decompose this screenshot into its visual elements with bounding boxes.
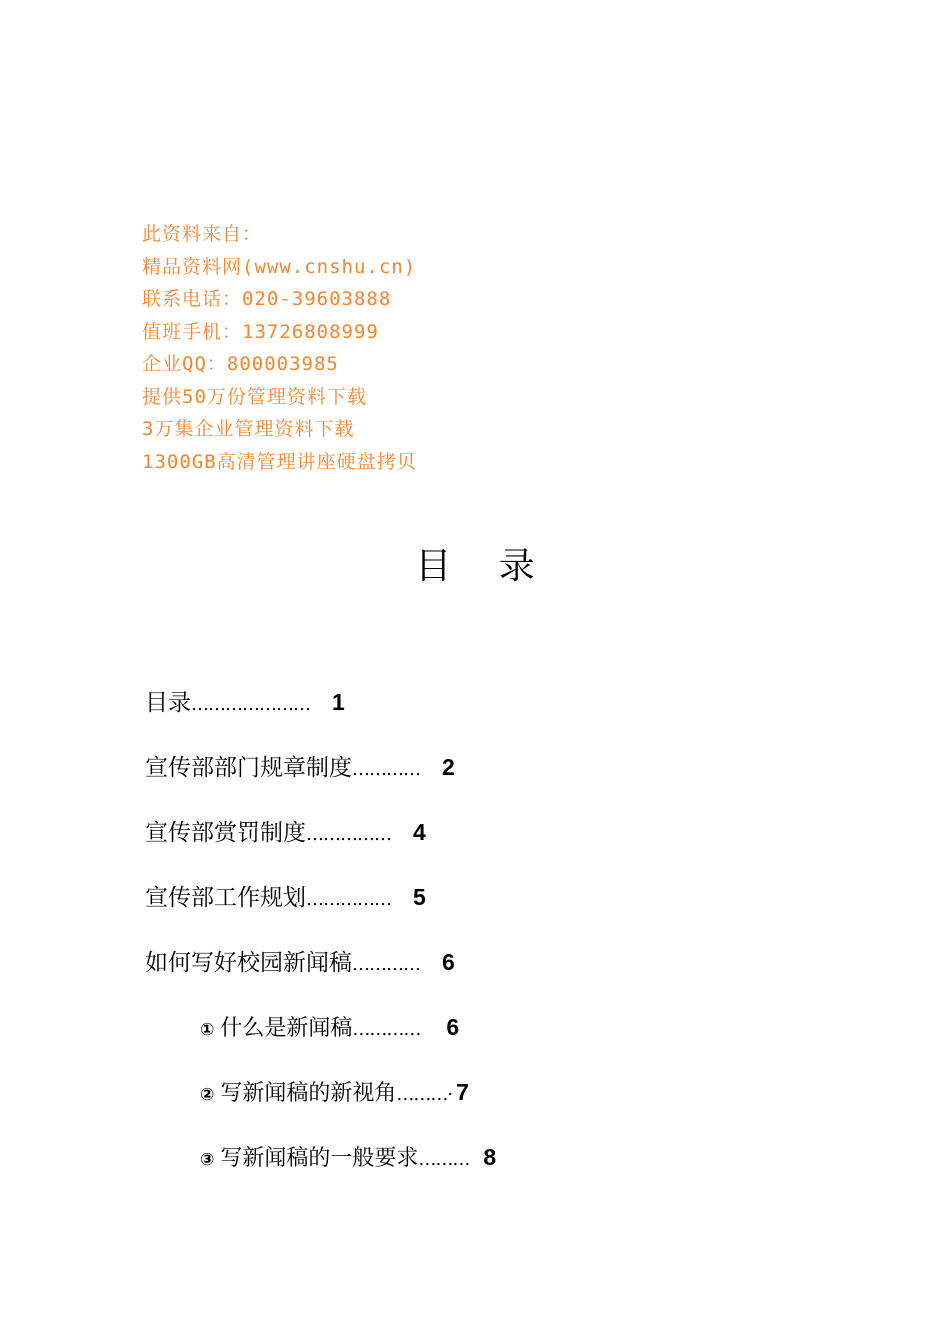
toc-entry-page: 6 <box>442 949 455 975</box>
toc-entry-page: 2 <box>442 754 455 780</box>
toc-entry-page: 1 <box>332 689 345 715</box>
notice-offer-2: 3万集企业管理资料下载 <box>142 418 355 440</box>
toc-subentry[interactable] <box>200 1137 496 1177</box>
circled-number-marker: ② <box>200 1085 215 1105</box>
toc-entry-page: 8 <box>483 1144 497 1170</box>
toc-entry[interactable] <box>145 682 345 722</box>
source-notice <box>142 218 417 478</box>
toc-entry-dots: ………· <box>396 1084 453 1105</box>
toc-entry-text: 宣传部部门规章制度 <box>145 755 352 781</box>
toc-entry-dots: …………… <box>306 824 391 845</box>
toc-entry-dots: ………… <box>352 759 420 780</box>
toc-entry-text: 如何写好校园新闻稿 <box>145 950 352 976</box>
notice-offer-3: 1300GB高清管理讲座硬盘拷贝 <box>142 450 417 473</box>
toc-subentry[interactable] <box>200 1072 469 1112</box>
toc-entry-text: 目录 <box>145 690 191 716</box>
toc-entry-text: 什么是新闻稿 <box>220 1016 353 1041</box>
toc-entry[interactable] <box>145 812 426 852</box>
toc-subentry[interactable] <box>200 1007 459 1047</box>
toc-entry-dots: ………… <box>352 954 420 975</box>
toc-entry[interactable] <box>145 942 455 982</box>
circled-number-marker: ③ <box>200 1150 215 1170</box>
notice-website: 精品资料网(www.cnshu.cn) <box>142 255 417 278</box>
toc-entry-text: 写新闻稿的一般要求 <box>220 1146 419 1171</box>
toc-entry-dots: …………… <box>306 889 391 910</box>
toc-entry-page: 7 <box>456 1079 469 1105</box>
circled-number-marker: ① <box>200 1020 215 1040</box>
toc-entry-dots: ………… <box>352 1019 421 1040</box>
toc-entry-dots: ………………… <box>191 694 310 715</box>
notice-qq: 企业QQ：800003985 <box>142 353 339 375</box>
notice-source-label: 此资料来自： <box>142 223 263 245</box>
toc-entry-text: 宣传部赏罚制度 <box>145 820 306 846</box>
toc-entry-page: 4 <box>413 819 426 845</box>
toc-entry[interactable] <box>145 877 426 917</box>
toc-entry-text: 写新闻稿的新视角 <box>220 1081 397 1106</box>
toc-entry[interactable] <box>145 747 455 787</box>
toc-entry-page: 6 <box>446 1014 460 1040</box>
notice-offer-1: 提供50万份管理资料下载 <box>142 385 367 408</box>
toc-entry-text: 宣传部工作规划 <box>145 885 306 911</box>
toc-entry-dots: ……… <box>418 1149 470 1170</box>
toc-title: 目 录 <box>415 546 553 587</box>
notice-phone: 联系电话：020-39603888 <box>142 288 392 310</box>
notice-mobile: 值班手机：13726808999 <box>142 320 379 343</box>
toc-entry-page: 5 <box>413 884 426 910</box>
